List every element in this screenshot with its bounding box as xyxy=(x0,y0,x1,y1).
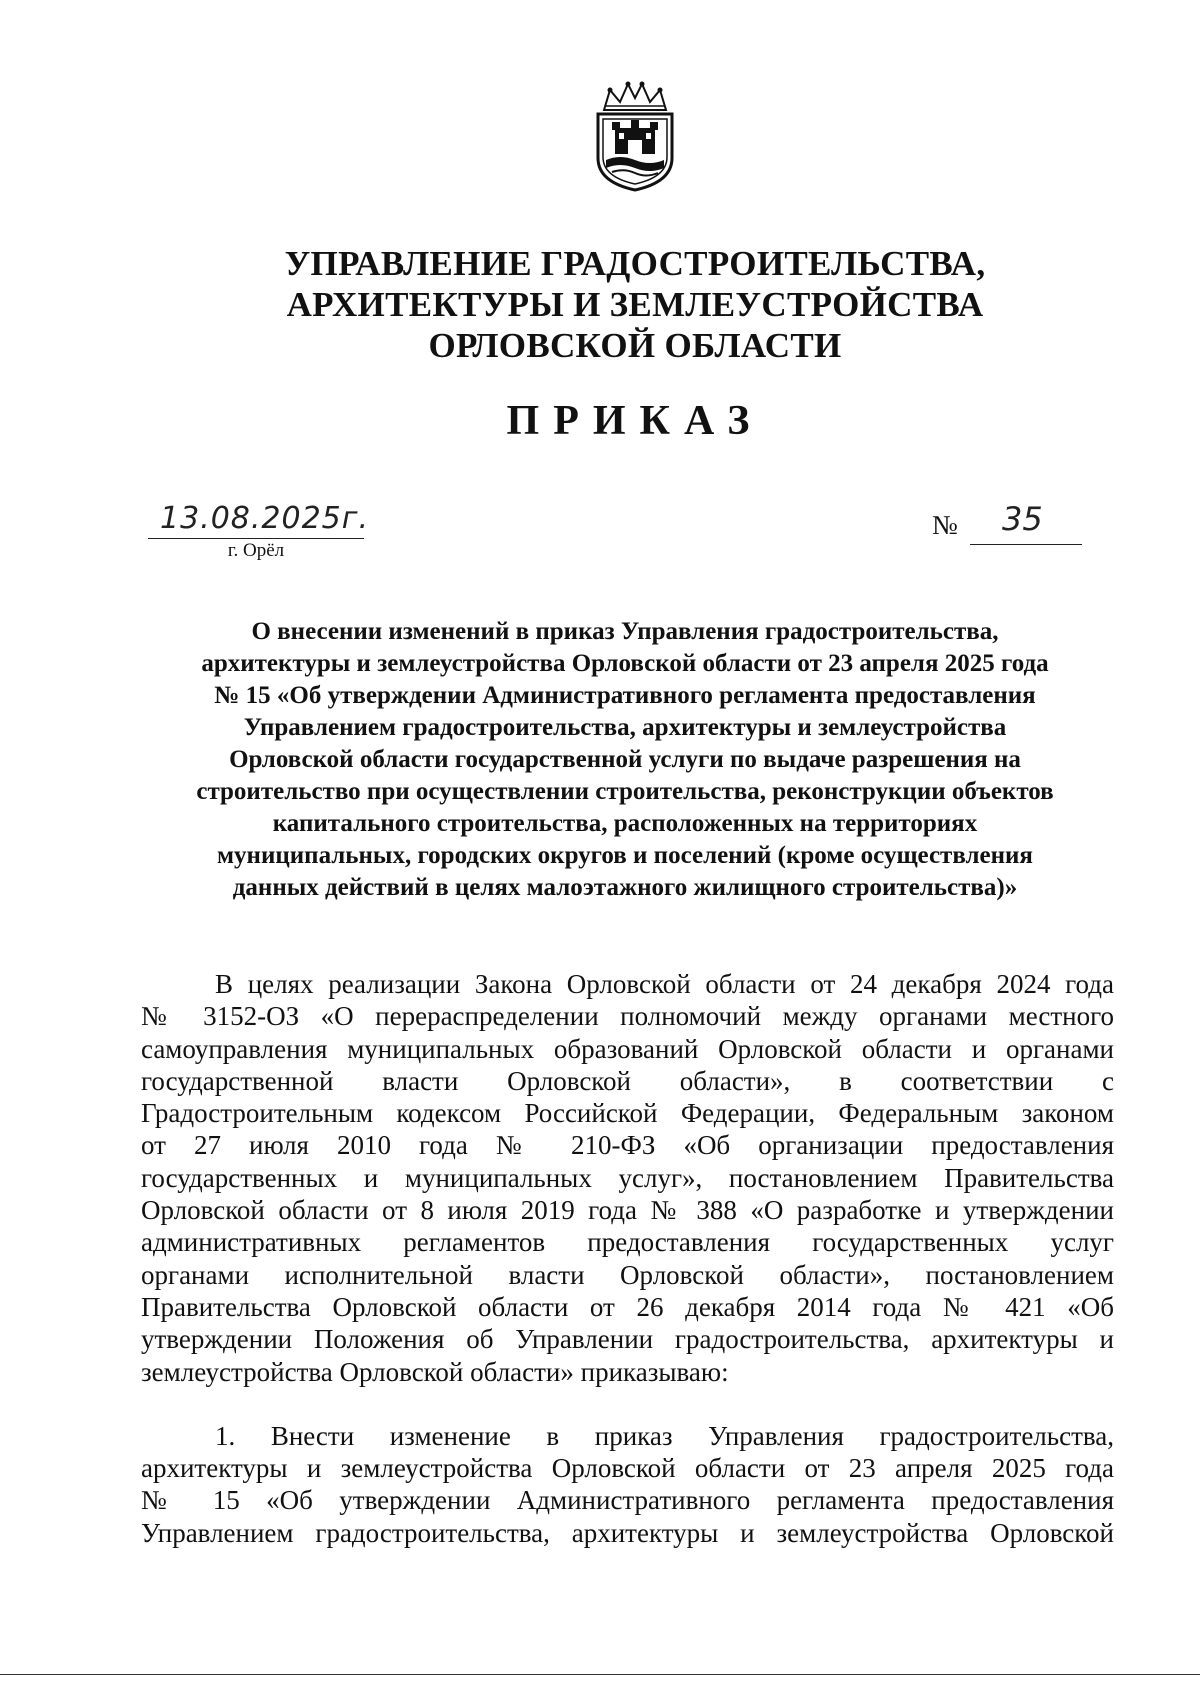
subject-line: данных действий в целях малоэтажного жилищного строительства)» xyxy=(232,874,1018,901)
organization-title xyxy=(150,243,1120,366)
subject-line: архитектуры и землеустройства Орловской области от 23 апреля 2025 года xyxy=(201,650,1049,677)
document-number: 35 xyxy=(1002,500,1043,538)
body-line: № 3152-ОЗ «О перераспределении полномочий между органами местного xyxy=(141,1001,1114,1032)
subject-line: О внесении изменений в приказ Управления градостроительства, xyxy=(251,618,999,645)
body-line: от 27 июля 2010 года № 210-ФЗ «Об организации предоставления xyxy=(141,1130,1114,1161)
coat-of-arms-icon xyxy=(590,80,680,192)
document-body xyxy=(141,968,1114,1549)
body-line: утверждении Положения об Управлении градостроительства, архитектуры и xyxy=(141,1324,1114,1355)
body-line: государственных и муниципальных услуг», постановлением Правительства xyxy=(141,1162,1114,1193)
body-line: Управлением градостроительства, архитектуры и землеустройства Орловской xyxy=(141,1517,1114,1548)
organization-title-line: АРХИТЕКТУРЫ И ЗЕМЛЕУСТРОЙСТВА xyxy=(286,285,984,324)
organization-title-line: УПРАВЛЕНИЕ ГРАДОСТРОИТЕЛЬСТВА, xyxy=(284,244,986,283)
body-line: Правительства Орловской области от 26 декабря 2014 года № 421 «Об xyxy=(141,1291,1114,1322)
subject-line: муниципальных, городских округов и поселений (кроме осуществления xyxy=(217,842,1033,869)
body-line: 1. Внести изменение в приказ Управления градостроительства, xyxy=(215,1420,1114,1451)
subject-line: № 15 «Об утверждении Административного регламента предоставления xyxy=(214,682,1036,709)
body-line: землеустройства Орловской области» приказываю: xyxy=(141,1356,729,1387)
number-underline xyxy=(970,544,1082,545)
date-underline xyxy=(148,538,364,539)
paragraph-gap xyxy=(141,1388,1114,1420)
preamble-paragraph xyxy=(141,968,1114,1388)
body-line: самоуправления муниципальных образований Орловской области и органами xyxy=(141,1033,1114,1064)
subject-line: Управлением градостроительства, архитектуры и землеустройства xyxy=(243,714,1007,741)
body-line: № 15 «Об утверждении Административного регламента предоставления xyxy=(141,1485,1114,1516)
number-block xyxy=(932,502,1082,546)
page-bottom-edge xyxy=(0,1674,1200,1675)
subject-line: Орловской области государственной услуги по выдаче разрешения на xyxy=(229,746,1021,773)
document-type-heading: ПРИКАЗ xyxy=(506,398,764,444)
date-block xyxy=(148,500,370,562)
body-line: Орловской области от 8 июля 2019 года № 388 «О разработке и утверждении xyxy=(141,1195,1114,1226)
body-line: административных регламентов предоставления государственных услуг xyxy=(141,1227,1114,1258)
document-date: 13.08.2025г. xyxy=(160,501,370,536)
body-line: архитектуры и землеустройства Орловской области от 23 апреля 2025 года xyxy=(141,1453,1114,1484)
body-line: Градостроительным кодексом Российской Федерации, Федеральным законом xyxy=(141,1098,1114,1129)
subject-line: строительство при осуществлении строительства, реконструкции объектов xyxy=(196,778,1054,805)
body-line: государственной власти Орловской области», в соответствии с xyxy=(141,1065,1114,1096)
item-1-paragraph xyxy=(141,1420,1114,1549)
subject-line: капитального строительства, расположенных на территориях xyxy=(272,810,978,837)
number-sign: № xyxy=(932,510,958,540)
organization-title-line: ОРЛОВСКОЙ ОБЛАСТИ xyxy=(428,326,842,365)
body-line: органами исполнительной власти Орловской области», постановлением xyxy=(141,1259,1114,1290)
body-line: В целях реализации Закона Орловской области от 24 декабря 2024 года xyxy=(215,969,1114,999)
document-subject xyxy=(130,616,1120,904)
document-city: г. Орёл xyxy=(227,540,285,561)
